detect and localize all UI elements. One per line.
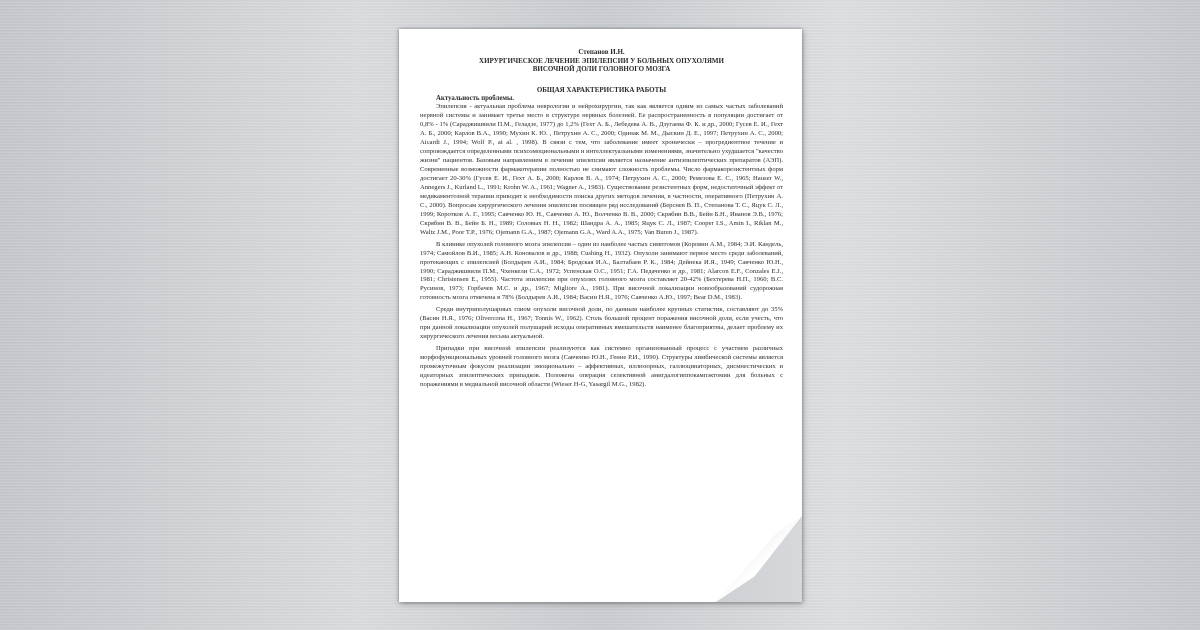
subheading: Актуальность проблемы. — [436, 94, 515, 102]
document-title-line-2: ВИСОЧНОЙ ДОЛИ ГОЛОВНОГО МОЗГА — [532, 65, 671, 74]
author-name: Степанов И.Н. — [578, 48, 625, 56]
document-title-line-1: ХИРУРГИЧЕСКОЕ ЛЕЧЕНИЕ ЭПИЛЕПСИИ У БОЛЬНЫХ ОПУХОЛЯМИ — [479, 56, 724, 65]
paragraph-3: Среди внутриполушарных глиом опухоли височной доли, по данным наиболее крупных статистик, составляют до 35% (Васин Н.Я., 1976; Olivercona H., 1967; Tonnis W., 1962). Столь большой процент поражения височной доли, если учесть, что при данной локализации опухолей полушарий исходы оперативных вмешательств наименее благоприятны, делает проблему их хирургического лечения весьма актуальной. — [420, 306, 783, 341]
paragraph-2: В клинике опухолей головного мозга эпилепсия – один из наиболее частых симптомов (Коровин А.М., 1984; Э.И. Кандель, 1974; Самойлов В.И., 1985; А.Н. Коновалов и др., 1988; Cushing H., 1932). Опухоли занимают первое место среди заболеваний, протекающих с эпилепсией (Болдырев А.И., 1984; Бродская И.А., Балтабаев Р. К., 1984; Дейнека И.Я., 1949; Савченко Ю.Н., 1990; Сараджишвили П.М., Чхенкели С.А., 1972; Успенская О.С., 1951; Г.А. Педаченко и др., 1981; Alarcon E.F., Conzales E.J., 1981; Christensen E., 1955). Частота эпилепсии при опухолях головного мозга составляет 20-42% (Бехтерева Н.П., 1960; В.С. Русинов, 1973; Горбачев М.С. и др., 1967; Migliore A., 1981). При височной локализации новообразований судорожная готовность мозга отмечена в 78% (Болдырев А.И., 1984; Васин Н.Я., 1976; Савченко А.Ю., 1997; Bear D.M., 1983). — [420, 240, 783, 302]
paragraph-4: Припадки при височной эпилепсии реализуются как системно организованный процесс с участием различных морфофункциональных уровней головного мозга (Савченко Ю.Н., Генне Р.И., 1990). Структуры лимбической системы является промежуточным фокусом реализации эмоционально – аффективных, иллюзорных, галлюцинаторных, дисмнестических и идеаторных эпилептических припадков. Положена операция селективной амигдалогиппокампэктомии для больных с поражениями в медиальной височной области (Wieser H-G, Yasargil M.G., 1982). — [420, 345, 783, 388]
paragraph-1: Эпилепсия - актуальная проблема неврологии и нейрохирургии, так как является одним из самых частых заболеваний нервной системы и занимает третье место в структуре нервных болезней. Ее распространенность в популяции достигает от 0,8% - 1% (Сараджишвили П.М., Геладзе, 1977) до 1,2% (Гехт А. Б., Лебедева А. В., Дзугаева Ф. К. и др., 2000; Гусев Е. И., Гехт А. Б., 2000; Карлов В.А., 1990; Мухин К. Ю. , Петрухин А. С., 2000; Одинак М. М., Дыскин Д. Е., 1997; Петрухин А. С., 2000; Aicardi J., 1994; Wolf P., at al. , 1998). В связи с тем, что заболевание имеет хронически – прогредиентное течение и сопровождается определенными психоэмоциональными и интеллектуальными изменениями, значительно ухудшается "качество жизни" пациентов. Базовым направлением в лечении эпилепсии является назначение антиэпилептических препаратов (АЭП). Современные возможности фармакотерапии полностью не снимают сложность проблемы. Число фармакорезистентных форм достигает 20-30% (Гусев Е. И., Гехт А. Б., 2000; Карлов В. А., 1974; Петрухин А. С., 2000; Ремезова Е. С., 1965; Hauser W., Annegers J., Kurland L., 1991; Krohn W. A., 1961; Wagner A., 1983). Существование резистентных форм, недостаточный эффект от медикаментозной терапии приводят к необходимости поиска других методов лечения, в частности, оперативного (Петрухин А. С., 2000). Вопросам хирургического лечения эпилепсии посвящен ряд исследований (Берснев В. П., Степанова Т. С., Яцук С. Л., 1999; Коротков А. Г., 1995; Савченко Ю. Н., Савченко А. Ю., Волченко В. В., 2000; Скрябин В.В., Бейн Б.Н., Иванов Э.В., 1976; Скрябин В. В., Бейн Б. Н., 1989; Соловых Н. Н., 1982; Шандра А. А., 1985; Яцук С. Л., 1987; Cooper I.S., Amin I., Riklan M., Waltz J.M., Poor T.P., 1976; Ojemann G.A., 1987; Ojemann G.A., Ward A.A., 1975; Van Buren J., 1987). — [420, 103, 783, 236]
document-body — [420, 48, 783, 390]
section-heading: ОБЩАЯ ХАРАКТЕРИСТИКА РАБОТЫ — [536, 85, 667, 94]
document-page — [399, 29, 802, 602]
